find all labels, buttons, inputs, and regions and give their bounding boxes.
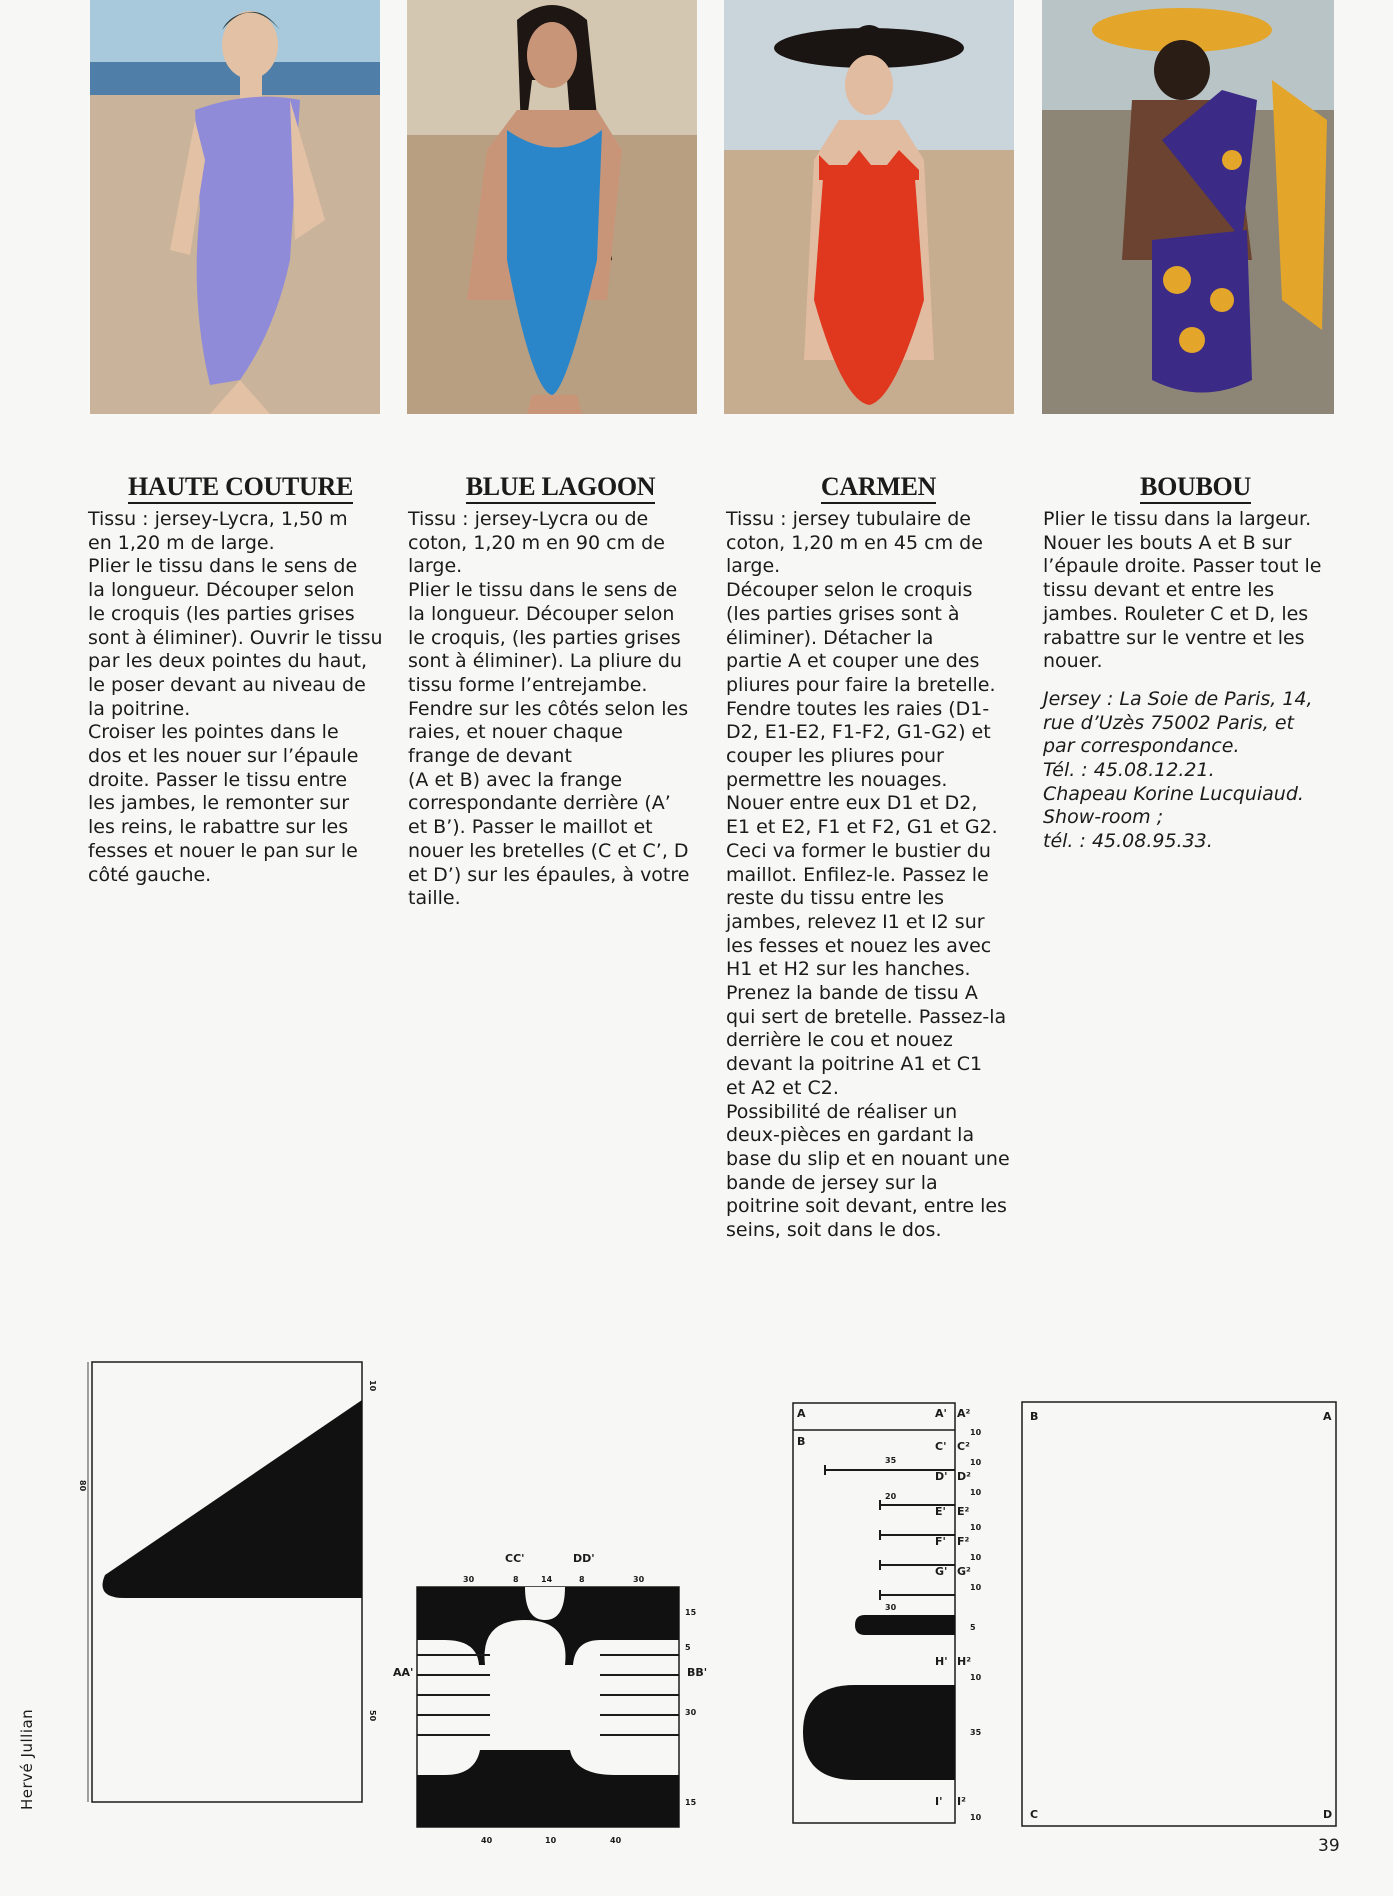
dim-label: 5 xyxy=(970,1623,976,1632)
dim-label: I² xyxy=(957,1795,966,1808)
corner-label: B xyxy=(1030,1410,1039,1423)
article-carmen xyxy=(726,472,1031,1243)
dim-label: CC' xyxy=(505,1552,525,1565)
dim-label: D' xyxy=(935,1470,948,1483)
dim-label: 30 xyxy=(685,1708,697,1717)
dim-label: A' xyxy=(935,1407,947,1420)
dim-label: 5 xyxy=(685,1643,691,1652)
article-body: Tissu : jersey-Lycra ou de coton, 1,20 m en 90 cm de large. Plier le tissu dans le sens de la longueur. Découper selon le croquis, (les parties grises sont à éliminer). La pliure du tissu forme l’entrejambe. Fendre sur les côtés selon les raies, et nouer chaque frange de devant (A et B) avec la frange correspondante derrière (A’ et B’). Passer le maillot et nouer les bretelles (C et C’, D et D’) sur les épaules, à votre taille. xyxy=(408,508,690,910)
dim-label: BB' xyxy=(687,1666,708,1679)
corner-label: C xyxy=(1030,1808,1039,1821)
corner-label: A xyxy=(1323,1410,1332,1423)
dim-label: F' xyxy=(935,1535,946,1548)
dim-label: 30 xyxy=(633,1575,645,1584)
dim-label: D² xyxy=(957,1470,971,1483)
dim-label: 10 xyxy=(970,1488,982,1497)
article-body: Tissu : jersey tubulaire de coton, 1,20 m en 45 cm de large. Découper selon le croquis (les parties grises sont à éliminer). Détacher la partie A et couper une des pliures pour faire la bretelle. Fendre toutes les raies (D1- D2, E1-E2, F1-F2, G1-G2) et couper les pliures pour permettre les nouages. Nouer entre eux D1 et D2, E1 et E2, F1 et F2, G1 et G2. Ceci va former le bustier du maillot. Enfilez-le. Passez le reste du tissu entre les jambes, relevez I1 et I2 sur les fesses et nouez les avec H1 et H2 sur les hanches. Prenez la bande de tissu A qui sert de bretelle. Passez-la derrière le cou et nouez devant la poitrine A1 et C1 et A2 et C2. Possibilité de réaliser un deux-pièces en gardant la base du slip et en nouant une bande de jersey sur la poitrine soit devant, entre les seins, soit dans le dos. xyxy=(726,508,1010,1242)
dim-label: 10 xyxy=(970,1583,982,1592)
article-boubou xyxy=(1043,472,1348,854)
page-number: 39 xyxy=(1318,1836,1340,1856)
dim-label: 35 xyxy=(970,1728,982,1737)
dim-label: 8 xyxy=(579,1575,585,1584)
article-title: BOUBOU xyxy=(1140,472,1251,504)
photo-carmen xyxy=(724,0,1014,414)
dim-label: G' xyxy=(935,1565,948,1578)
dim-label: H² xyxy=(957,1655,972,1668)
dim-label: 30 xyxy=(885,1603,897,1612)
photo-boubou xyxy=(1042,0,1334,414)
article-haute-couture xyxy=(88,472,393,887)
dim-label: E' xyxy=(935,1505,946,1518)
dim-label: 8 xyxy=(513,1575,519,1584)
dim-label: 10 xyxy=(970,1523,982,1532)
article-body: Plier le tissu dans la largeur. Nouer les bouts A et B sur l’épaule droite. Passer tout le tissu devant et entre les jambes. Rouleter C et D, les rabattre sur le ventre et les nouer. xyxy=(1043,508,1322,673)
dim-label: 15 xyxy=(685,1608,697,1617)
pattern-boubou xyxy=(1018,1398,1340,1830)
article-body: Tissu : jersey-Lycra, 1,50 m en 1,20 m de large. Plier le tissu dans le sens de la longueur. Découper selon le croquis (les parties grises sont à éliminer). Ouvrir le tissu par les deux pointes du haut, le poser devant au niveau de la poitrine. Croiser les pointes dans le dos et les nouer sur l’épaule droite. Passer le tissu entre les jambes, le remonter sur les reins, le rabattre sur les fesses et nouer le pan sur le côté gauche. xyxy=(88,508,383,886)
dim-label: I' xyxy=(935,1795,943,1808)
dim-label: 10 xyxy=(970,1553,982,1562)
pattern-carmen xyxy=(785,1395,985,1830)
dim-label: H' xyxy=(935,1655,948,1668)
article-credits: Jersey : La Soie de Paris, 14, rue d’Uzès 75002 Paris, et par correspondance. Tél. : 45.08.12.21. Chapeau Korine Lucquiaud. Show-room ; tél. : 45.08.95.33. xyxy=(1043,687,1313,853)
pattern-blue-lagoon xyxy=(385,1545,765,1850)
dim-label: A xyxy=(797,1407,806,1420)
dim-label: AA' xyxy=(393,1666,414,1679)
dim-label: C² xyxy=(957,1440,970,1453)
article-title: BLUE LAGOON xyxy=(466,472,656,504)
dim-label: 40 xyxy=(610,1836,622,1845)
photo-blue-lagoon xyxy=(407,0,697,414)
dim-label: 10 xyxy=(970,1813,982,1822)
dim-label: 10 xyxy=(545,1836,557,1845)
dim-label: 10 xyxy=(970,1458,982,1467)
dim-label: 14 xyxy=(541,1575,553,1584)
corner-label: D xyxy=(1323,1808,1333,1821)
dim-label: F² xyxy=(957,1535,970,1548)
dim-label: 30 xyxy=(463,1575,475,1584)
photo-haute-couture xyxy=(90,0,380,414)
article-title: HAUTE COUTURE xyxy=(128,472,353,504)
dim-label: 20 xyxy=(885,1492,897,1501)
dim-label: 10 xyxy=(368,1380,377,1392)
dim-label: A² xyxy=(957,1407,971,1420)
dim-label: G² xyxy=(957,1565,971,1578)
dim-label: 10 xyxy=(970,1673,982,1682)
dim-label: C' xyxy=(935,1440,947,1453)
dim-label: 50 xyxy=(368,1710,377,1722)
dim-label: 10 xyxy=(970,1428,982,1437)
dim-label: 35 xyxy=(885,1456,897,1465)
article-blue-lagoon xyxy=(408,472,713,911)
dim-label: E² xyxy=(957,1505,970,1518)
article-title: CARMEN xyxy=(821,472,936,504)
photo-credit: Hervé Jullian xyxy=(18,1708,36,1810)
dim-label: 80 xyxy=(78,1480,87,1492)
pattern-haute-couture xyxy=(70,1350,390,1820)
dim-label: DD' xyxy=(573,1552,595,1565)
dim-label: B xyxy=(797,1435,806,1448)
dim-label: 15 xyxy=(685,1798,697,1807)
dim-label: 40 xyxy=(481,1836,493,1845)
